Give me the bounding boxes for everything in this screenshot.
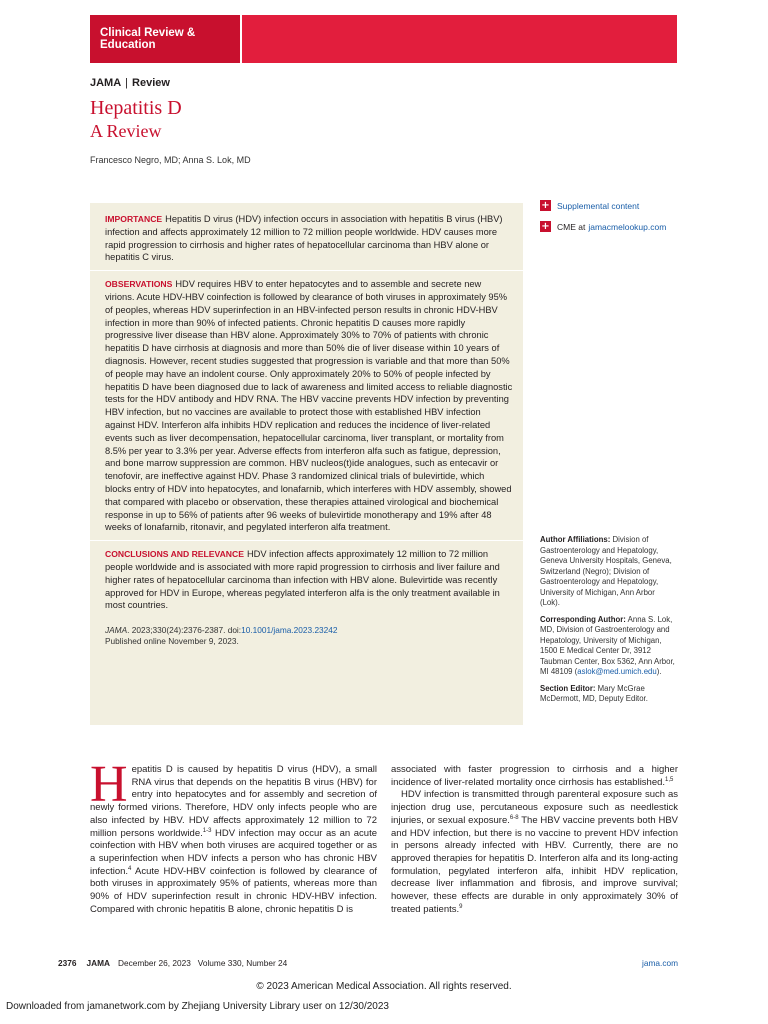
abstract-divider [90,270,523,271]
affiliations-text: Division of Gastroenterology and Hepatology, Geneva University Hospitals, Geneva, Switzerland (Negro); Division of Gastroenterology and Hepatology, University of Michigan, Ann Arbor (Lok). [540,535,672,607]
abstract-importance [105,213,513,264]
cme-label: CME at [557,221,586,232]
corresponding-heading: Corresponding Author: [540,614,626,624]
email-link[interactable]: aslok@med.umich.edu [577,667,657,676]
reference[interactable]: 9 [459,903,463,910]
body-text: HDV infection may occur as an acute coinfection with HBV when both viruses are acquired together or as a superinfection when HDV infects a person who has chronic HBV infection. [90,827,377,877]
body-text: Acute HDV-HBV coinfection is followed by clearance of both viruses in approximately 95% of patients, whereas more than 90% of HDV superinfection result in chronic HDV-HBV infection. Compared with chronic hepatitis B alone, chronic hepatitis D is [90,865,377,915]
editor-heading: Section Editor: [540,683,596,693]
author-list: Francesco Negro, MD; Anna S. Lok, MD [90,155,251,165]
section-label: Clinical Review & Education [90,15,240,63]
corresponding-end: ). [656,667,662,676]
copyright: © 2023 American Medical Association. All rights reserved. [256,981,512,992]
conclusions-heading: CONCLUSIONS AND RELEVANCE [105,549,244,560]
article-type: Review [132,77,170,89]
reference[interactable]: 6-8 [509,814,519,821]
supplemental-content-link[interactable] [540,200,639,211]
citation-journal: JAMA [105,625,128,636]
download-notice: Downloaded from jamanetwork.com by Zhejiang University Library user on 12/30/2023 [6,1001,389,1012]
citation-ref: . 2023;330(24):2376-2387. doi: [127,625,242,636]
body-column-left [90,756,377,916]
header-bar [90,15,677,63]
reference[interactable]: 1-3 [202,827,212,834]
body-text: epatitis D is caused by hepatitis D virus (HDV), a small RNA virus that depends on the hepatitis B virus (HBV) for entry into hepatocytes and for assembly and secretion of newly formed virions. Therefore, HDV only infects people who are also infected by HBV. HDV affects approximately 12 million to 72 million persons worldwide. [90,764,377,839]
body-paragraph [391,789,678,916]
body-text: associated with faster progression to cirrhosis and a higher incidence of liver-related mortality once cirrhosis has established. [391,764,678,788]
importance-heading: IMPORTANCE [105,214,163,224]
supplemental-label: Supplemental content [557,200,640,211]
footer-url[interactable]: jama.com [642,958,678,968]
corresponding-text: Anna S. Lok, MD, Division of Gastroenterology and Hepatology, University of Michigan, 1500 E Medical Center Dr, 3912 Taubman Center, Box 5362, Ann Arbor, MI 48109 ( [540,614,675,676]
header-divider [240,15,242,63]
plus-icon: + [541,200,550,211]
body-column-right [391,764,678,916]
body-paragraph [90,756,377,916]
published-date: Published online November 9, 2023. [105,636,239,647]
doi-link[interactable]: 10.1001/jama.2023.23242 [241,625,338,636]
cme-url: jamacmelookup.com [588,221,667,232]
body-text: HDV infection is transmitted through parenteral exposure such as injection drug use, percutaneous exposure such as needlestick injuries, or sexual exposure. [391,789,678,826]
reference[interactable]: 4 [128,865,132,872]
article-subtitle: A Review [90,121,162,141]
observations-text: HDV requires HBV to enter hepatocytes and to assemble and secrete new virions. Acute HDV-HBV coinfection is followed by clearance of both viruses in approximately 95% of peoples, whereas HDV superinfection in an HBV-infected person results in chronic HDV-HBV infection in more than 90% of infected patients. Chronic hepatitis D causes more rapidly progressive liver disease than HBV alone. Approximately 30% to 70% of patients with chronic hepatitis D have cirrhosis at diagnosis and more than 50% die of liver disease within 10 years of diagnosis. However, recent studies suggested that progression is variable and that more than 50% of people may have an indolent course. Only approximately 20% to 50% of people infected by hepatitis D have been diagnosed due to lack of awareness and limited access to reliable diagnostic tests for the HDV antibody and HDV RNA. The HBV vaccine prevents HDV infection by preventing HBV infection, but no vaccines are available to protect those with established HBV infection against HDV. Interferon alfa inhibits HDV replication and reduces the incidence of liver-related events such as liver decompensation, hepatocellular carcinoma, liver transplant, or mortality from 8.5% per year to 3.3% per year. Adverse effects from interferon alfa such as fatigue, depression, and bone marrow suppression are common. HBV nucleos(t)ide analogues, such as entecavir or tenofovir, are ineffective against HDV. Phase 3 randomized clinical trials of bulevirtide, which blocks entry of HDV into hepatocytes, and lonafarnib, which interferes with HDV assembly, showed that compared with placebo or observation, these therapies attained virological and biochemical response in up to 56% of patients after 96 weeks of bulevirtide monotherapy and 19% after 48 weeks of lonafarnib, ritonavir, and pegylated interferon alfa treatment. [105,279,513,533]
abstract-box [90,203,523,725]
plus-icon: + [541,221,550,232]
body-paragraph [391,764,678,789]
corresponding-author [540,615,675,678]
page-footer [58,958,678,968]
article-title: Hepatitis D [90,97,182,119]
author-info [540,535,675,711]
journal-name: JAMA [90,77,122,89]
citation [105,625,513,647]
abstract-divider [90,540,523,541]
page-number: 2376 [58,958,77,968]
observations-heading: OBSERVATIONS [105,279,173,290]
affiliations-heading: Author Affiliations: [540,535,611,544]
editor-text: Mary McGrae McDermott, MD, Deputy Editor. [540,683,648,703]
reference[interactable]: 1,5 [665,776,674,783]
conclusions-text: HDV infection affects approximately 12 million to 72 million people worldwide and is associated with more rapid progression to cirrhosis and liver failure and higher rates of hepatocellular carcinoma than infection with HBV alone. Bulevirtide was recently approved for HDV in Europe, whereas pegylated interferon alfa is the only treatment available in most countries. [105,549,500,611]
footer-journal: JAMA [86,958,110,968]
journal-separator: | [125,77,129,89]
journal-line [90,77,170,89]
cme-link[interactable] [540,221,666,232]
affiliations [540,535,675,609]
footer-issue: December 26, 2023 Volume 330, Number 24 [117,958,288,968]
drop-cap: H [90,756,128,813]
importance-text: Hepatitis D virus (HDV) infection occurs in association with hepatitis B virus (HBV) infection and affects approximately 12 million to 72 million people worldwide. HDV causes more rapid progression to cirrhosis and higher rates of hepatocellular carcinoma than HBV alone or hepatitis C virus. [105,214,503,263]
abstract-observations [105,278,513,534]
section-editor [540,684,675,705]
body-text: The HBV vaccine prevents both HBV and HDV infection, but there is no vaccine to prevent HDV infection in persons already infected with HBV. Currently, there are no approved therapies for hepatitis D. Interferon alfa and its long-acting formulation, pegylated interferon alfa, inhibit HDV replication, decrease liver inflammation and fibrosis, and improve survival; however, these effects are durable in only approximately 30% of treated patients. [391,814,678,915]
abstract-conclusions [105,548,513,612]
